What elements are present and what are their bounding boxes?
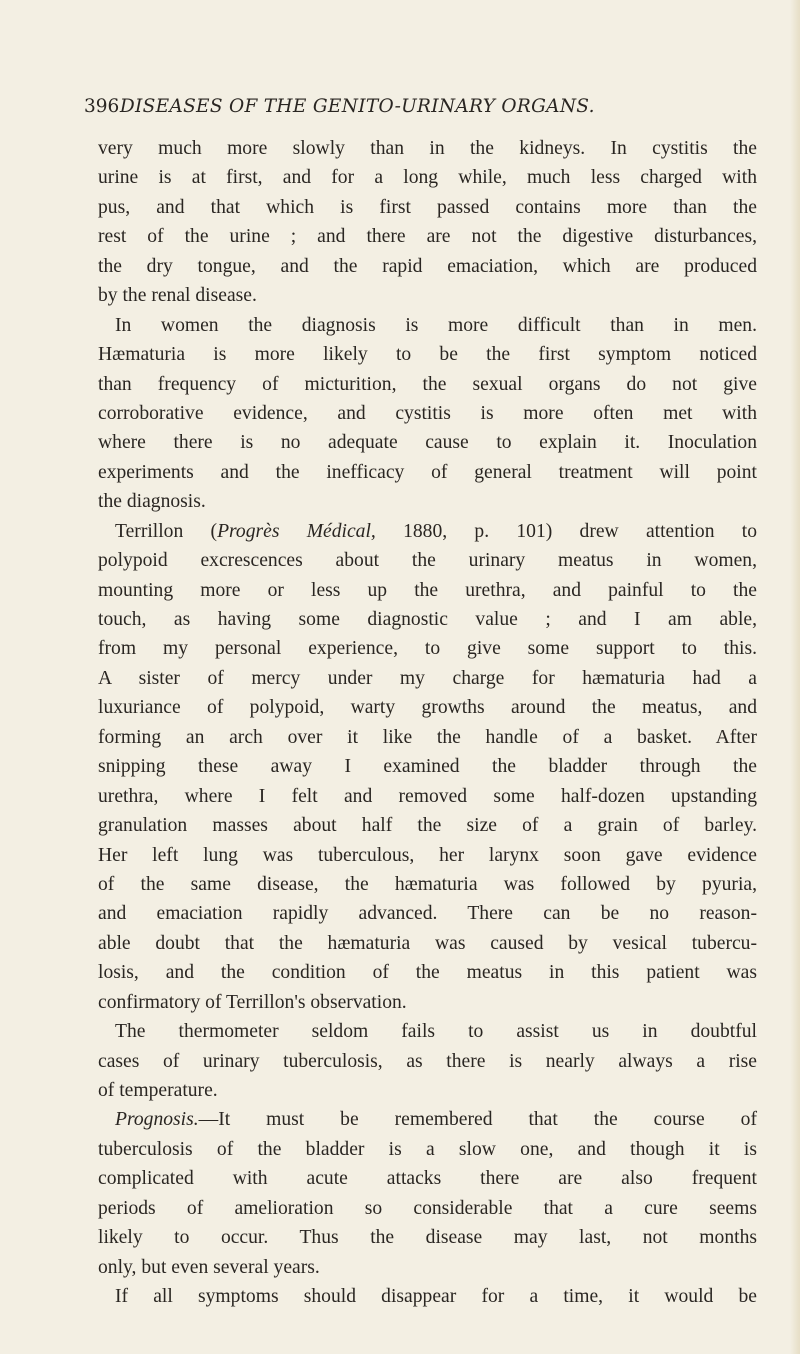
text-line: In women the diagnosis is more difficult than in men. bbox=[115, 314, 757, 336]
text-line: complicated with acute attacks there are also frequent bbox=[98, 1168, 757, 1190]
text-line: touch, as having some diagnostic value ; and I am able, bbox=[98, 609, 757, 630]
text-line: forming an arch over it like the handle of a basket. After bbox=[98, 726, 757, 748]
text-line: Her left lung was tuberculous, her larynx soon gave evidence bbox=[98, 844, 757, 866]
text-line: of temperature. bbox=[98, 1080, 218, 1101]
text-line: The thermometer seldom fails to assist us in doubtful bbox=[115, 1021, 757, 1043]
text-line: confirmatory of Terrillon's observation. bbox=[98, 991, 407, 1013]
text-line: than frequency of micturition, the sexual organs do not give bbox=[98, 373, 757, 395]
italic-phrase: Progrès Médical, bbox=[217, 520, 376, 542]
text-line: Hæmaturia is more likely to be the first symptom noticed bbox=[98, 344, 757, 366]
text-line: experiments and the inefficacy of general treatment will point bbox=[98, 461, 757, 483]
text-line: from my personal experience, to give some support to this. bbox=[98, 638, 757, 660]
text-line: pus, and that which is first passed contains more than the bbox=[98, 196, 757, 218]
italic-phrase: Prognosis. bbox=[115, 1109, 199, 1131]
body-text bbox=[98, 134, 757, 1312]
text-line: luxuriance of polypoid, warty growths around the meatus, and bbox=[98, 697, 757, 719]
text-line: cases of urinary tuberculosis, as there is nearly always a rise bbox=[98, 1050, 757, 1072]
text-line: tuberculosis of the bladder is a slow one, and though it is bbox=[98, 1138, 757, 1160]
text-line: mounting more or less up the urethra, and painful to the bbox=[98, 579, 757, 601]
text-line: able doubt that the hæmaturia was caused by vesical tubercu- bbox=[98, 932, 757, 954]
text-line: urine is at first, and for a long while, much less charged with bbox=[98, 167, 757, 189]
text-line: rest of the urine ; and there are not the digestive disturbances, bbox=[98, 226, 757, 248]
text-line: very much more slowly than in the kidneys. In cystitis the bbox=[98, 138, 757, 159]
text-line: the diagnosis. bbox=[98, 491, 206, 513]
text-line: urethra, where I felt and removed some half-dozen upstanding bbox=[98, 785, 757, 807]
text-line: losis, and the condition of the meatus in this patient was bbox=[98, 962, 757, 984]
running-title: DISEASES OF THE GENITO-URINARY ORGANS. bbox=[119, 96, 595, 117]
text-line: corroborative evidence, and cystitis is more often met with bbox=[98, 402, 757, 424]
text-line: likely to occur. Thus the disease may last, not months bbox=[98, 1227, 757, 1249]
text-line: the dry tongue, and the rapid emaciation, which are produced bbox=[98, 255, 757, 277]
text-line: of the same disease, the hæmaturia was followed by pyuria, bbox=[98, 873, 757, 895]
text-line: granulation masses about half the size of a grain of barley. bbox=[98, 815, 757, 837]
text-line: snipping these away I examined the bladder through the bbox=[98, 756, 757, 778]
text-line: A sister of mercy under my charge for hæmaturia had a bbox=[98, 667, 757, 689]
text-line: If all symptoms should disappear for a time, it would be bbox=[115, 1286, 757, 1308]
text-line: and emaciation rapidly advanced. There can be no reason- bbox=[98, 903, 757, 925]
text-line: periods of amelioration so considerable that a cure seems bbox=[98, 1197, 757, 1219]
text-line: by the renal disease. bbox=[98, 285, 257, 307]
text-line: where there is no adequate cause to explain it. Inoculation bbox=[98, 432, 757, 454]
running-header bbox=[84, 93, 724, 121]
text-line: polypoid excrescences about the urinary meatus in women, bbox=[98, 550, 757, 572]
page-number: 396 bbox=[84, 96, 120, 117]
text-line: Terrillon (Progrès Médical, 1880, p. 101) drew attention to bbox=[115, 520, 758, 542]
page-edge-shadow bbox=[790, 0, 800, 1354]
text-line: only, but even several years. bbox=[98, 1256, 320, 1278]
text-line: Prognosis.—It must be remembered that the course of bbox=[115, 1109, 757, 1131]
